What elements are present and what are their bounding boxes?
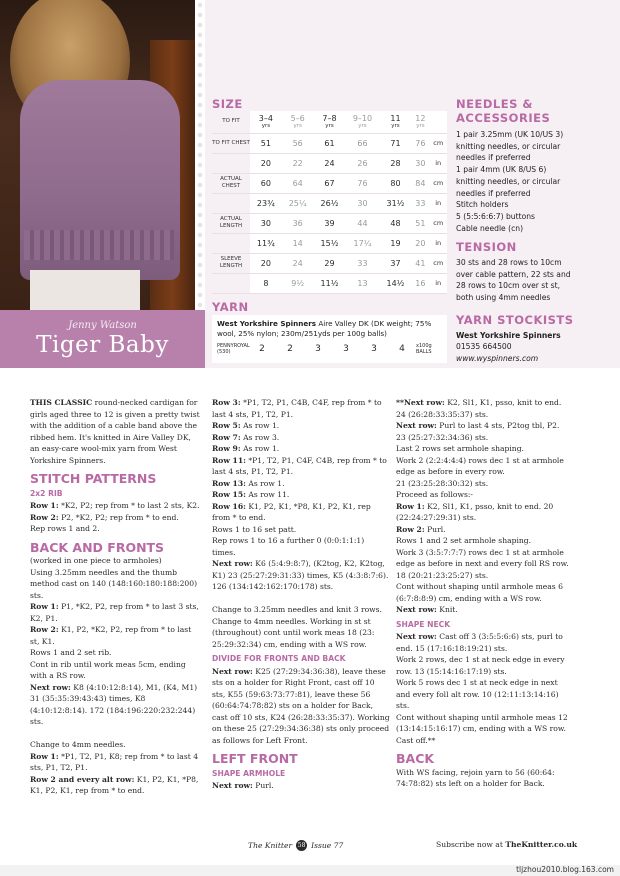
- size-row: [212, 233, 447, 253]
- size-cell: 30: [411, 153, 429, 173]
- size-cell: 20: [411, 233, 429, 253]
- instruction: Rep rows 1 and 2.: [30, 524, 100, 533]
- size-row-label: [212, 153, 250, 173]
- instruction: Work 5 rows dec 1 st at neck edge in next and every foll alt row. 10 (12:11:13:14:16) sts.: [396, 678, 559, 710]
- yarn-quantities: [212, 343, 447, 355]
- instruction: Work 2 rows, dec 1 st at neck edge in every row. 13 (15:14:16:17:19) sts.: [396, 655, 565, 676]
- watermark-bar: [0, 865, 620, 876]
- instruction: Change to 3.25mm needles and knit 3 rows. Change to 4mm needles. Working in st st (throughout) cont until work meas 18 (23: 25:29:32:34) cm, ending with a WS row.: [212, 605, 382, 649]
- instruction: Rep rows 1 to 16 a further 0 (0:0:1:1:1) times.: [212, 536, 365, 557]
- yarn-heading: YARN: [212, 300, 249, 314]
- left-front-heading: LEFT FRONT: [212, 751, 298, 766]
- footer-subscribe: Subscribe now at TheKnitter.co.uk: [436, 840, 578, 849]
- size-cell: 71: [380, 133, 412, 153]
- instruction: Row 5: As row 1.: [212, 421, 280, 430]
- instruction: Row 11: *P1, T2, P1, C4F, C4B, rep from * to last 4 sts, P1, T2, P1.: [212, 455, 387, 476]
- instruction: Row 1: P1, *K2, P2, rep from * to last 3 sts, K2, P1.: [30, 602, 199, 623]
- instruction: Row 1: *K2, P2; rep from * to last 2 sts, K2.: [30, 501, 200, 510]
- size-cell: 11¾: [250, 233, 282, 253]
- size-cell: 24: [314, 153, 346, 173]
- size-cell: 8: [250, 273, 282, 293]
- shape-armhole-heading: SHAPE ARMHOLE: [212, 768, 286, 778]
- size-cell: 15½: [314, 233, 346, 253]
- instruction: Row 13: As row 1.: [212, 478, 285, 488]
- instruction: Rows 1 and 2 set rib.: [30, 648, 112, 657]
- instruction: Next row: K25 (27:29:34:36:38), leave these sts on a holder for Right Front, cast off 10 sts, K55 (59:63:73:77:81), leave these 56 (60:64:74:78:82) sts on a holder for Back, cast off 10 sts, K24 (26:28:33:35:37). Working on these 25 (27:29:34:36:38) sts only proceed as follows for Left Front.: [212, 666, 390, 745]
- rib-heading: 2x2 RIB: [30, 488, 63, 498]
- instruction: Row 2: Purl.: [396, 524, 446, 534]
- instruction: Row 3: *P1, T2, P1, C4B, C4F, rep from * to last 4 sts, P1, T2, P1.: [212, 398, 382, 419]
- size-cell: 20: [250, 253, 282, 273]
- stockists-heading: YARN STOCKISTS: [456, 313, 574, 327]
- tension-heading: TENSION: [456, 240, 517, 254]
- size-cell: 22: [282, 153, 314, 173]
- size-row: [212, 111, 447, 133]
- instruction: Cont without shaping until armhole meas 12 (13:14:15:16:17) cm, ending with a WS row.: [396, 712, 568, 733]
- size-cell: 19: [380, 233, 412, 253]
- instruction: Next row: K6 (5:4:9:8:7), (K2tog, K2, K2tog, K1) 23 (25:27:29:31:33) times, K5 (4:3:8:7:6).: [212, 559, 389, 580]
- size-row: [212, 193, 447, 213]
- stockist-phone: 01535 664500: [456, 342, 512, 352]
- tension-section: [456, 240, 616, 304]
- size-table: [212, 111, 447, 294]
- size-row-label: ACTUAL CHEST: [212, 173, 250, 193]
- instruction: Cast off.**: [396, 735, 436, 745]
- instruction: Work 2 (2:2:4:4:4) rows dec 1 st at armhole edge as before in every row.: [396, 455, 564, 476]
- size-row: [212, 253, 447, 273]
- yarn-balls: 3: [343, 344, 349, 354]
- size-row-label: TO FIT: [212, 111, 250, 133]
- cable-band-shape: [24, 230, 174, 260]
- size-row: [212, 153, 447, 173]
- instruction: **Next row: K2, Sl1, K1, psso, knit to end. 24 (26:28:33:35:37) sts.: [396, 398, 562, 419]
- page-number: 58: [297, 842, 306, 849]
- size-row-label: [212, 273, 250, 293]
- divide-heading: DIVIDE FOR FRONTS AND BACK: [212, 654, 346, 663]
- size-cell: 80: [380, 173, 412, 193]
- size-row: [212, 273, 447, 293]
- size-cell: 12 yrs: [411, 111, 429, 133]
- size-cell: 30: [250, 213, 282, 233]
- stockists-text: [456, 330, 616, 364]
- size-cell: 60: [250, 173, 282, 193]
- size-cell: 51: [411, 213, 429, 233]
- size-cell: 56: [282, 133, 314, 153]
- back-fronts-heading: BACK AND FRONTS: [30, 539, 165, 555]
- footer-magazine: [248, 840, 343, 851]
- instruction: Row 15: As row 11.: [212, 490, 290, 499]
- issue-number: Issue 77: [311, 841, 344, 850]
- size-cell: 9½: [282, 273, 314, 293]
- size-cell: 25¼: [282, 193, 314, 213]
- intro-paragraph: THIS CLASSIC round-necked cardigan for girls aged three to 12 is given a pretty twist with the addition of a cable band above the ribbed hem. It's knitted in Aire Valley DK, an easy-care wool-mix yarn from West Yorkshire Spinners.: [30, 398, 200, 465]
- size-row: [212, 173, 447, 193]
- size-cell: 61: [314, 133, 346, 153]
- column-1: [30, 397, 200, 797]
- instruction: Rows 1 and 2 set armhole shaping.: [396, 536, 532, 545]
- size-cell: 36: [282, 213, 314, 233]
- yarn-balls: 2: [259, 344, 265, 354]
- size-unit: in: [429, 193, 447, 213]
- yarn-description: West Yorkshire Spinners Aire Valley DK (DK weight; 75% wool, 25% nylon; 230m/251yds per 100g balls): [217, 319, 432, 338]
- size-row-label: ACTUAL LENGTH: [212, 213, 250, 233]
- size-unit: in: [429, 233, 447, 253]
- size-cell: 51: [250, 133, 282, 153]
- size-unit: cm: [429, 173, 447, 193]
- stockists-section: [456, 313, 616, 364]
- stockist-web: www.wyspinners.com: [456, 353, 539, 363]
- instruction: Change to 4mm needles.: [30, 740, 126, 749]
- perforation-edge: [195, 0, 205, 310]
- pattern-title: Tiger Baby: [36, 332, 169, 358]
- needles-heading-1: NEEDLES &: [456, 97, 533, 111]
- yarn-box: [212, 315, 447, 363]
- designer-name: Jenny Watson: [68, 320, 137, 331]
- magazine-name: The Knitter: [248, 841, 293, 850]
- column-3: [396, 397, 571, 790]
- instruction: Row 1: K2, Sl1, K1, psso, knit to end. 20 (22:24:27:29:31) sts.: [396, 501, 554, 522]
- size-cell: 48: [380, 213, 412, 233]
- size-unit: cm: [429, 213, 447, 233]
- instruction: Rows 1 to 16 set patt.: [212, 524, 297, 534]
- instruction: Row 2: P2, *K2, P2; rep from * to end.: [30, 512, 179, 522]
- needles-heading-2: ACCESSORIES: [456, 111, 551, 125]
- instruction: Using 3.25mm needles and the thumb method cast on 140 (148:160:180:188:200) sts.: [30, 567, 198, 600]
- size-cell: 26: [345, 153, 379, 173]
- size-cell: 14: [282, 233, 314, 253]
- instruction: Next row: Purl.: [212, 781, 274, 790]
- instruction: 21 (23:25:28:30:32) sts.: [396, 478, 489, 488]
- skirt-shape: [30, 270, 140, 310]
- instruction: Proceed as follows:-: [396, 490, 473, 499]
- size-row-label: [212, 233, 250, 253]
- size-cell: 66: [345, 133, 379, 153]
- size-cell: 33: [345, 253, 379, 273]
- size-cell: 28: [380, 153, 412, 173]
- instruction: Row 2: K1, P2, *K2, P2, rep from * to last st, K1.: [30, 625, 192, 646]
- size-cell: 30: [345, 193, 379, 213]
- size-cell: 41: [411, 253, 429, 273]
- needles-list: 1 pair 3.25mm (UK 10/US 3) knitting needles, or circular needles if preferred 1 pair 4mm (UK 8/US 6) knitting needles, or circular needles if preferred Stitch holders 5 (5:5:6:6:7) buttons Cable needle (cn): [456, 130, 564, 233]
- yarn-unit: x100g BALLS: [416, 343, 432, 355]
- size-row-label: TO FIT CHEST: [212, 133, 250, 153]
- size-unit: cm: [429, 253, 447, 273]
- size-cell: 76: [345, 173, 379, 193]
- instruction: Next row: Purl to last 4 sts, P2tog tbl, P2. 23 (25:27:32:34:36) sts.: [396, 421, 560, 442]
- size-cell: 44: [345, 213, 379, 233]
- size-heading: SIZE: [212, 97, 243, 111]
- instruction: Next row: K8 (4:10:12:8:14), M1, (K4, M1) 31 (35:35:39:43:43) times, K8 (4:10:12:8:14). 172 (184:196:220:232:244) sts.: [30, 682, 198, 726]
- column-2: [212, 397, 390, 792]
- yarn-balls: 4: [399, 344, 405, 354]
- size-cell: 5–6 yrs: [282, 111, 314, 133]
- size-unit: [429, 111, 447, 133]
- back-heading: BACK: [396, 751, 435, 766]
- size-cell: 67: [314, 173, 346, 193]
- size-unit: in: [429, 273, 447, 293]
- size-unit: in: [429, 153, 447, 173]
- instruction: Next row: Cast off 3 (3:5:5:6:6) sts, purl to end. 15 (17:16:18:19:21) sts.: [396, 632, 563, 653]
- size-cell: 9–10 yrs: [345, 111, 379, 133]
- size-cell: 24: [282, 253, 314, 273]
- tension-text: 30 sts and 28 rows to 10cm over cable pattern, 22 sts and 28 rows to 10cm over st st, both using 4mm needles: [456, 258, 571, 303]
- size-cell: 37: [380, 253, 412, 273]
- size-row: [212, 133, 447, 153]
- stitch-patterns-heading: STITCH PATTERNS: [30, 471, 157, 486]
- size-cell: 84: [411, 173, 429, 193]
- yarn-colour: PENNYROYAL (530): [217, 343, 250, 355]
- size-cell: 26½: [314, 193, 346, 213]
- size-cell: 7–8 yrs: [314, 111, 346, 133]
- shape-neck-heading: SHAPE NECK: [396, 619, 451, 629]
- size-cell: 33: [411, 193, 429, 213]
- yarn-balls: 3: [315, 344, 321, 354]
- stockist-name: West Yorkshire Spinners: [456, 331, 561, 340]
- instruction: Row 9: As row 1.: [212, 444, 280, 453]
- size-cell: 17¼: [345, 233, 379, 253]
- size-row: [212, 213, 447, 233]
- instruction: Row 1: *P1, T2, P1, K8; rep from * to last 4 sts, P1, T2, P1.: [30, 751, 199, 772]
- size-cell: 3–4 yrs: [250, 111, 282, 133]
- size-cell: 31½: [380, 193, 412, 213]
- size-cell: 39: [314, 213, 346, 233]
- title-block: [0, 310, 205, 368]
- yarn-balls: 2: [287, 344, 293, 354]
- size-cell: 11½: [314, 273, 346, 293]
- instruction: Row 16: K1, P2, K1, *P8, K1, P2, K1, rep from * to end.: [212, 501, 371, 522]
- size-cell: 64: [282, 173, 314, 193]
- instruction: Cont without shaping until armhole meas 6 (6:7:8:8:9) cm, ending with a WS row.: [396, 582, 563, 603]
- size-cell: 16: [411, 273, 429, 293]
- watermark-text: tljzhou2010.blog.163.com: [516, 865, 614, 874]
- instruction: Row 7: As row 3.: [212, 432, 280, 442]
- needles-section: [456, 97, 616, 234]
- instruction: (worked in one piece to armholes): [30, 556, 162, 565]
- size-row-label: [212, 193, 250, 213]
- instruction: Cont in rib until work meas 5cm, ending with a RS row.: [30, 659, 186, 680]
- instruction: 126 (134:142:162:170:178) sts.: [212, 582, 334, 591]
- instruction: Next row: Knit.: [396, 605, 458, 614]
- yarn-balls: 3: [371, 344, 377, 354]
- size-cell: 76: [411, 133, 429, 153]
- size-unit: cm: [429, 133, 447, 153]
- instruction: Row 2 and every alt row: K1, P2, K1, *P8, K1, P2, K1, rep from * to end.: [30, 774, 199, 795]
- size-cell: 23¾: [250, 193, 282, 213]
- instruction: Last 2 rows set armhole shaping.: [396, 444, 524, 453]
- size-cell: 11 yrs: [380, 111, 412, 133]
- size-cell: 20: [250, 153, 282, 173]
- instruction: With WS facing, rejoin yarn to 56 (60:64: 74:78:82) sts left on a holder for Back.: [396, 767, 555, 788]
- size-cell: 29: [314, 253, 346, 273]
- size-cell: 13: [345, 273, 379, 293]
- size-cell: 14½: [380, 273, 412, 293]
- size-row-label: SLEEVE LENGTH: [212, 253, 250, 273]
- instruction: Work 3 (3:5:7:7:7) rows dec 1 st at armhole edge as before in next and every foll RS row. 18 (20:21:23:25:27) sts.: [396, 547, 569, 580]
- cardigan-photo: [0, 0, 195, 310]
- subscribe-link[interactable]: TheKnitter.co.uk: [505, 840, 578, 849]
